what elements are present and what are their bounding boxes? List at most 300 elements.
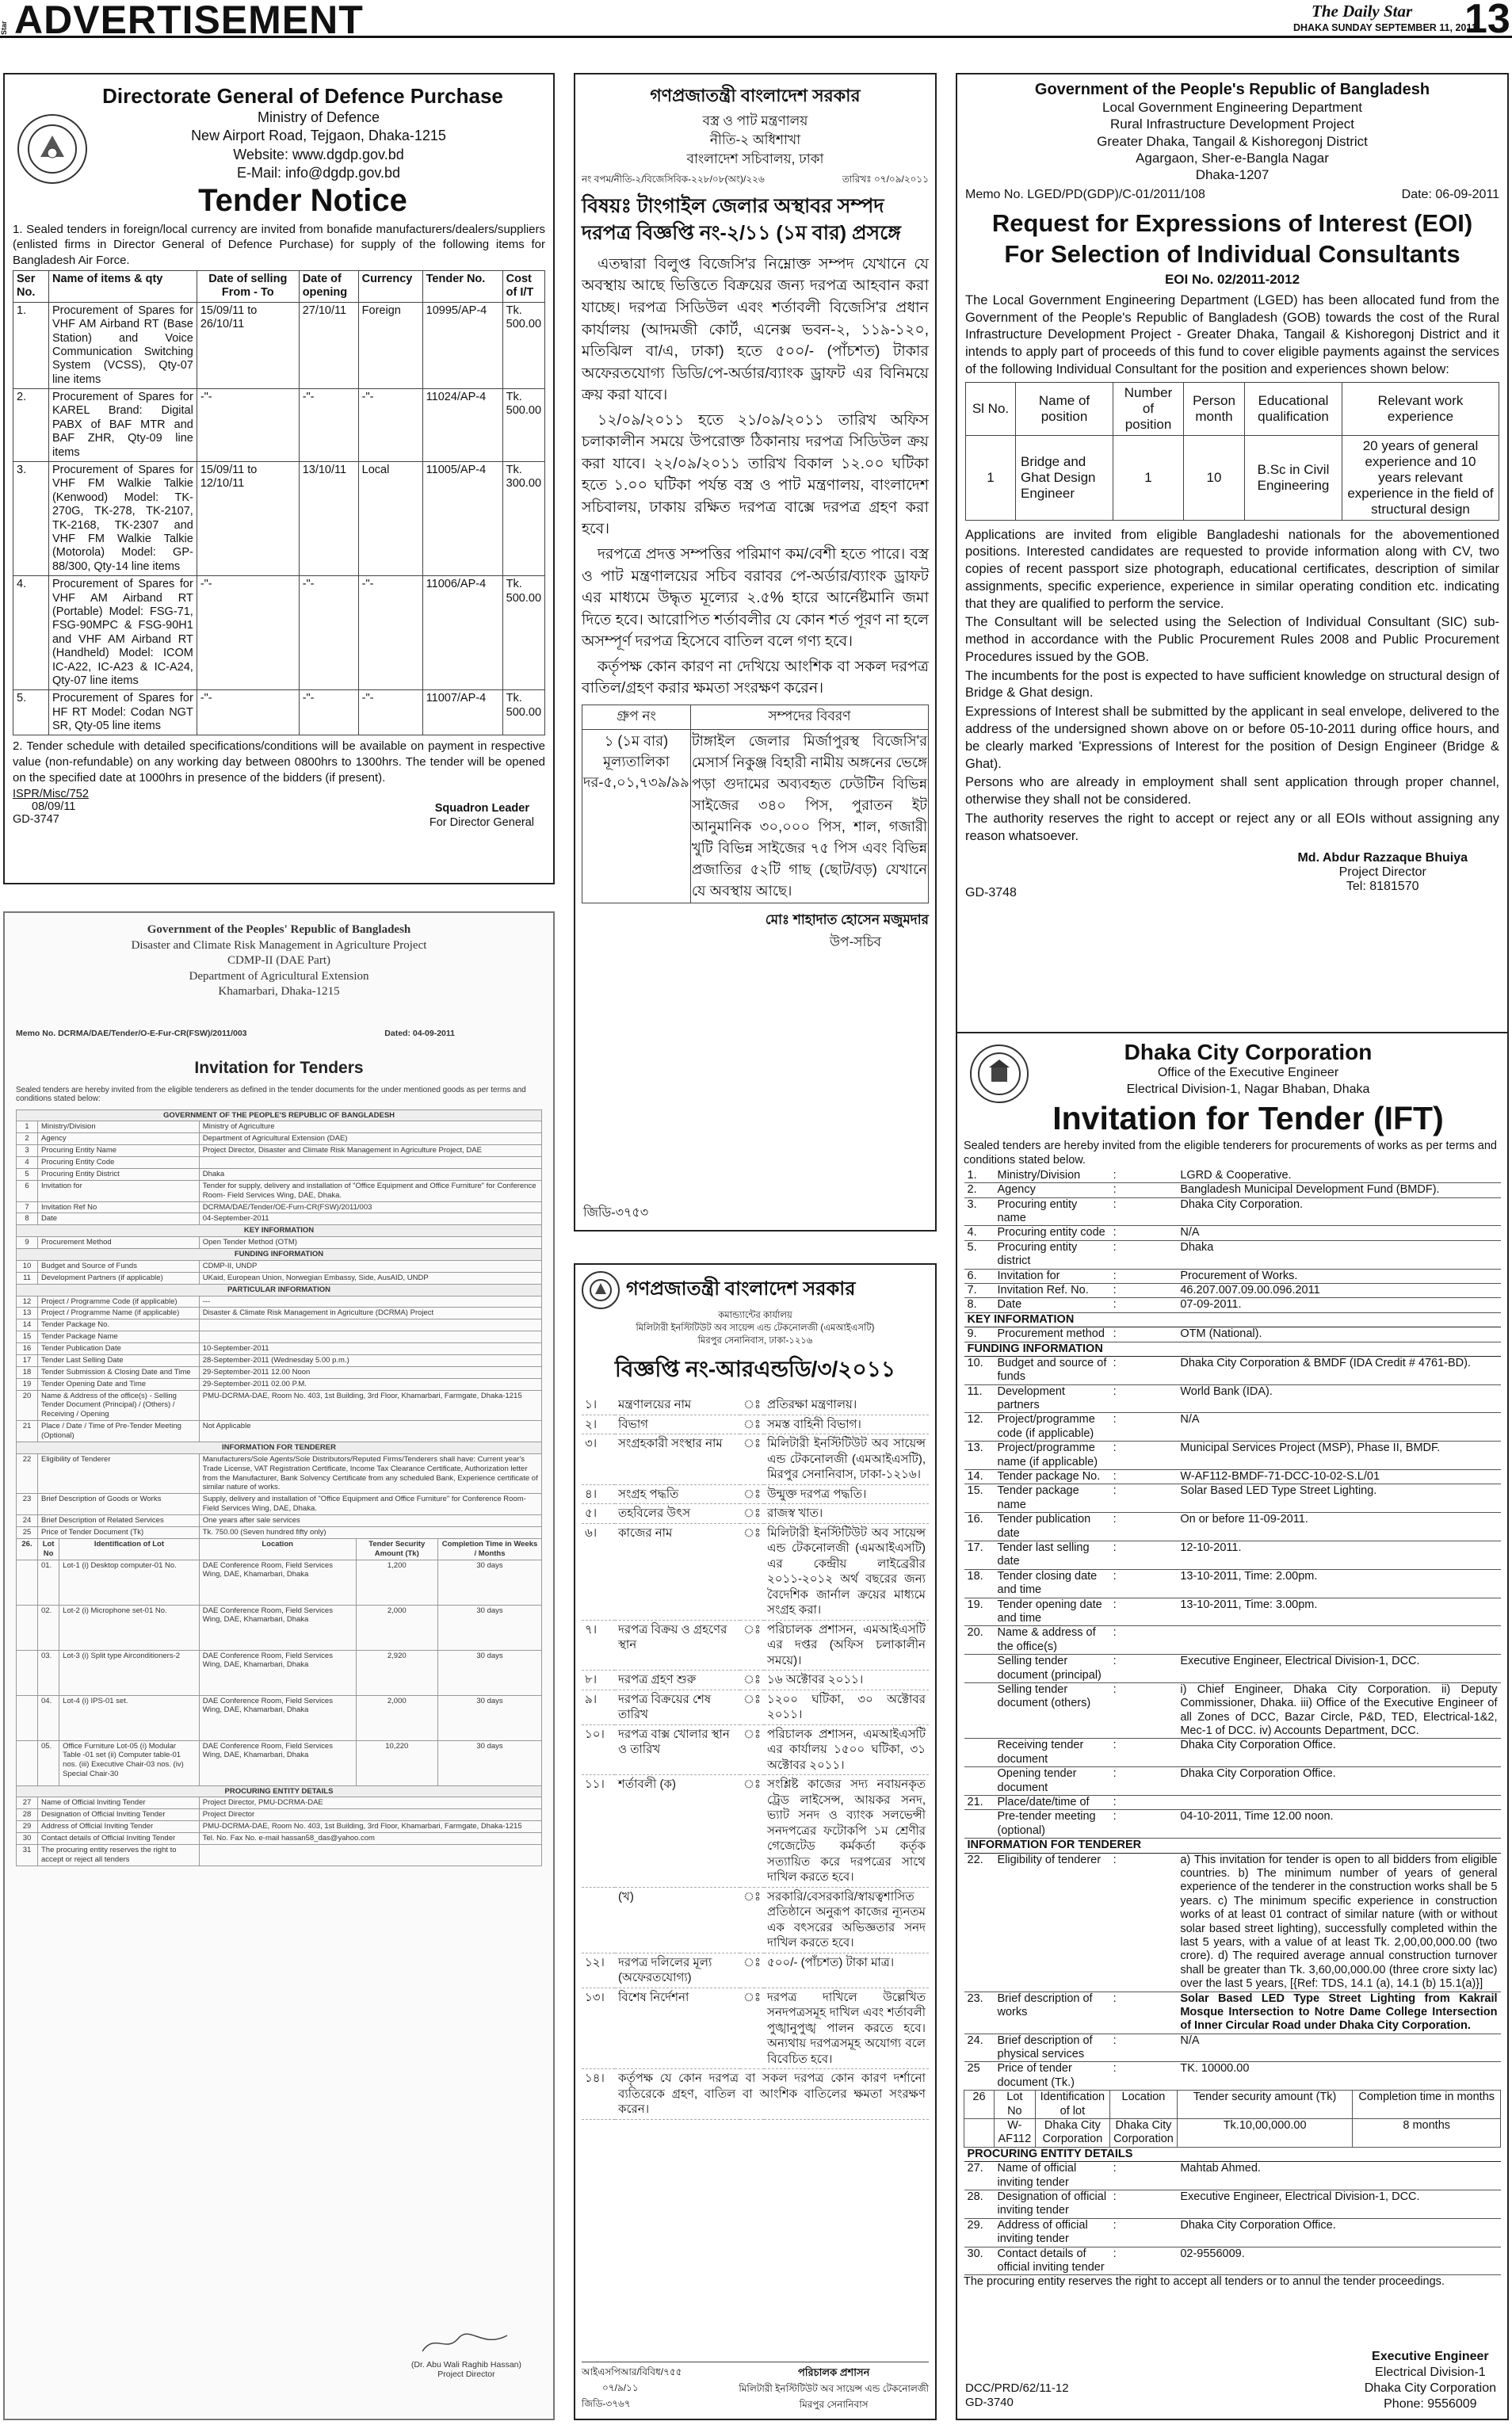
textile-ad — [574, 73, 937, 1232]
cell: Bridge and Ghat Design Engineer — [1016, 435, 1113, 520]
table-row — [582, 1484, 929, 1504]
table-row — [964, 1226, 1501, 1240]
cell: Local — [358, 462, 422, 576]
cell: Brief description of physical services — [995, 2034, 1110, 2062]
mist-signer-inst: মিলিটারী ইনস্টিটিউট অব সায়েন্স এন্ড টেকনোলজী — [739, 2383, 929, 2394]
dcc-line: Electrical Division-1, Nagar Bhaban, Dhaka — [1126, 1082, 1370, 1096]
mist-table — [582, 1396, 929, 2120]
cell: 20. — [964, 1626, 995, 1655]
lged-line: Greater Dhaka, Tangail & Kishoregonj District — [1097, 133, 1368, 149]
cell: দরপত্র বিক্রয় ও গ্রহণের স্থান — [615, 1620, 740, 1671]
col-header: Date of selling From - To — [197, 270, 299, 302]
cell: Contact details of official inviting tender — [995, 2247, 1110, 2275]
cell: Procurement of Spares for VHF AM Airband RT (Base Station) and Voice Communication Switching System (VCSS), Qty-07 line items — [48, 302, 197, 388]
cell: World Bank (IDA). — [1177, 1384, 1500, 1413]
colon: : — [1110, 1655, 1178, 1683]
cell: Selling tender document (others) — [995, 1682, 1110, 1739]
col-header: Cost of I/T — [502, 270, 544, 302]
cell: Tender Last Selling Date — [38, 1354, 200, 1366]
cell: 30 — [17, 1833, 38, 1845]
cell: Tender for supply, delivery and installation of "Office Equipment and Office Furniture" for Conference Room- Field Services Wing, DAE, Dhaka. — [199, 1180, 541, 1201]
dae-header-line: Department of Agricultural Extension — [189, 969, 369, 983]
lged-para: The authority reserves the right to accept or reject any or all EOIs without assigning any reason whatsoever. — [965, 811, 1499, 843]
cell: a) This invitation for tender is open to all bidders from eligible countries. b) The minimum number of years of general experience of the tenderer in the construction works shall be 5 years. c) The minimum specific experience in construction works of at least 01 contract of similar nature (with or without solar based street lighting), successfully completed within the last 5 years, with a value of at least Tk. 2,00,00,000.00 (two crore). d) The required average annual construction turnover shall be greater than Tk. 3,60,00,000.00 (three crore sixty lac) over the last 5 years, [{Ref: TDS, 14.1 (a), 14.1 (b) 15.1(a)}] — [1177, 1853, 1500, 1992]
table-row — [17, 1331, 542, 1343]
cell: Receiving tender document — [995, 1739, 1110, 1767]
dcc-ref-block — [965, 2381, 1069, 2412]
lged-title: Request for Expressions of Interest (EOI) — [991, 209, 1473, 238]
mist-gd: জিডি-৩৭৬৭ — [582, 2398, 631, 2409]
lged-para: The Consultant will be selected using the Selection of Individual Consultant (SIC) sub-method in accordance with the Public Procurement Rules 2008 and Public Procurement Procedures issued by the GOB. — [965, 615, 1499, 664]
cell: CDMP-II, UNDP — [199, 1260, 541, 1272]
cell: 30 days — [438, 1560, 542, 1605]
cell: Lot-4 (i) IPS-01 set. — [59, 1695, 200, 1740]
col-header: Relevant work experience — [1342, 382, 1499, 435]
cell: 29. — [964, 2218, 995, 2247]
table-row — [582, 1620, 929, 1671]
table-row — [17, 1797, 542, 1809]
cell: 46.207.007.09.00.096.2011 — [1177, 1283, 1500, 1297]
col-header: Location — [199, 1538, 356, 1560]
cell: Address of official inviting tender — [995, 2218, 1110, 2247]
cell: দরপত্র দাখিলে উল্লেখিত সনদপত্রসমূহ দাখিল এবং শর্তাবলী পুঙ্খানুপুঙ্খ পালন করতে হবে। অন্যথায় দরপত্রসমূহ অযোগ্য বলে বিবেচিত হবে। — [764, 1988, 929, 2069]
defence-line: New Airport Road, Tejgaon, Dhaka-1215 — [191, 128, 446, 144]
table-row — [964, 1513, 1501, 1541]
table-row — [964, 1356, 1501, 1384]
cell: Budget and source of funds — [995, 1356, 1110, 1384]
crest-icon — [25, 121, 80, 177]
col-header: Sl No. — [966, 382, 1016, 435]
lged-signer-title: Project Director — [1338, 865, 1426, 880]
table-header — [17, 1538, 542, 1560]
cell — [199, 1844, 541, 1866]
cell: 30 days — [438, 1605, 542, 1650]
cell: W-AF112-BMDF-71-DCC-10-02-S.L/01 — [1177, 1470, 1500, 1484]
dcc-signature — [1365, 2349, 1496, 2412]
section-title: KEY INFORMATION — [964, 1312, 1501, 1327]
cell: Eligibility of tenderer — [995, 1853, 1110, 1992]
dae-memo: Memo No. DCRMA/DAE/Tender/O-E-Fur-CR(FSW)/2011/003 — [16, 1028, 247, 1038]
cell: ১১। — [582, 1775, 615, 1888]
table-row — [964, 1739, 1501, 1767]
dae-memo-row — [16, 1029, 542, 1038]
col-header: Educational qualification — [1245, 382, 1342, 435]
colon: : — [1110, 2218, 1178, 2247]
cell: Procurement of Spares for VHF AM Airband RT (Portable) Model: FSG-71, FSG-90MPC & FSG-90H1 and VHF AM Airband RT (Handheld) Model: ICOM IC-A22, IC-A23 & IC-A24, Qty-07 line items — [48, 576, 197, 690]
table-row — [17, 1213, 542, 1225]
colon: : — [1110, 2062, 1178, 2091]
textile-gov: গণপ্রজাতন্ত্রী বাংলাদেশ সরকার — [650, 86, 861, 105]
cell: -"- — [358, 389, 422, 462]
table-row — [964, 2162, 1501, 2190]
cell: Procurement of Works. — [1177, 1269, 1500, 1283]
cell: 10-September-2011 — [199, 1343, 541, 1355]
cell: 04. — [38, 1695, 59, 1740]
emblem-icon — [587, 1277, 614, 1304]
cell: 10995/AP-4 — [422, 302, 502, 388]
cell: Place / Date / Time of Pre-Tender Meeting (Optional) — [38, 1421, 200, 1442]
table-row — [17, 1560, 542, 1605]
cell: 11024/AP-4 — [422, 389, 502, 462]
table-row — [17, 1494, 542, 1515]
colon: : — [1110, 2034, 1178, 2062]
signature-mark — [418, 2329, 514, 2358]
textile-signer: মোঃ শাহাদাত হোসেন মজুমদার — [765, 911, 929, 927]
cell: Dhaka — [199, 1168, 541, 1180]
cell: Budget and Source of Funds — [38, 1260, 200, 1272]
dcc-logo — [970, 1044, 1029, 1103]
dae-signature — [411, 2329, 521, 2379]
table-header — [964, 2091, 1501, 2119]
cell: i) Chief Engineer, Dhaka City Corporation. ii) Deputy Commissioner, Dhaka. iii) Office of the Executive Engineer of all Zones of DCC, Bazar Circle, P&D, TED, Electrical-1&2, Mec-1 of DCC. iv) Accounts Department, DCC. — [1177, 1682, 1500, 1739]
cell: Ministry/Division — [995, 1169, 1110, 1183]
cell — [964, 1739, 995, 1767]
table-row — [17, 1354, 542, 1366]
colon: ঃ — [740, 1504, 764, 1524]
cell: 27/10/11 — [299, 302, 358, 388]
dcc-gd: GD-3740 — [965, 2396, 1014, 2410]
section-title: INFORMATION FOR TENDERER — [17, 1442, 542, 1453]
cell: Tender opening date and time — [995, 1598, 1110, 1626]
table-row — [17, 1650, 542, 1695]
cell — [17, 1650, 38, 1695]
dae-title: Invitation for Tenders — [194, 1058, 364, 1077]
table-row — [964, 1853, 1501, 1992]
dcc-phone: Phone: 9556009 — [1384, 2397, 1477, 2411]
mist-gov: গণপ্রজাতন্ত্রী বাংলাদেশ সরকার — [626, 1278, 856, 1300]
cell: ৪। — [582, 1484, 615, 1504]
table-row — [964, 1384, 1501, 1413]
table-row — [17, 1168, 542, 1180]
table-row — [13, 462, 545, 576]
cell: Development Partners (if applicable) — [38, 1272, 200, 1284]
table-row — [964, 1240, 1501, 1269]
cell — [964, 2119, 995, 2148]
mist-title: বিজ্ঞপ্তি নং-আরএন্ডডি/৩/২০১১ — [614, 1357, 896, 1382]
cell: 7 — [17, 1201, 38, 1213]
lged-memo: Memo No. LGED/PD(GDP)/C-01/2011/108 — [965, 188, 1205, 202]
col-header: Identification of lot — [1035, 2091, 1109, 2119]
colon: : — [1110, 1513, 1178, 1541]
cell: ১৩। — [582, 1988, 615, 2069]
cell: ৩। — [582, 1434, 615, 1485]
col-header: গ্রুপ নং — [582, 705, 691, 729]
cell: উন্মুক্ত দরপত্র পদ্ধতি। — [764, 1484, 929, 1504]
cell: Lot-1 (i) Desktop computer-01 No. — [59, 1560, 200, 1605]
table-row — [17, 1844, 542, 1866]
cell: 04-10-2011, Time 12.00 noon. — [1177, 1810, 1500, 1839]
lged-gov: Government of the People's Republic of Bangladesh — [1034, 81, 1430, 98]
textile-group: ১ (১ম বার) মূল্যতালিকা দর-৫,০১,৭৩৯/৯৯ — [582, 729, 691, 903]
cell: Invitation Ref No — [38, 1201, 200, 1213]
table-row — [17, 1453, 542, 1494]
cell: Procurement of Spares for HF RT Model: Codan NGT SR, Qty-05 line items — [48, 690, 197, 735]
mist-office-line: কমান্ড্যান্টের কার্যালয় — [718, 1311, 792, 1320]
table-row — [17, 1695, 542, 1740]
cell: কাজের নাম — [615, 1523, 740, 1620]
cell: 1 — [966, 435, 1016, 520]
cell: Disaster & Climate Risk Management in Agriculture (DCRMA) Project — [199, 1308, 541, 1319]
cell: Not Applicable — [199, 1421, 541, 1442]
lged-line: Rural Infrastructure Development Project — [1109, 116, 1355, 132]
table-row — [17, 1157, 542, 1169]
colon: : — [1110, 1327, 1178, 1342]
cell: Lot-3 (i) Split type Airconditioners-2 — [59, 1650, 200, 1695]
lged-eoi-no: EOI No. 02/2011-2012 — [1164, 271, 1300, 287]
lged-subtitle: For Selection of Individual Consultants — [1004, 240, 1460, 268]
cell: Address of Official Inviting Tender — [38, 1821, 200, 1833]
defence-date: 08/09/11 — [32, 800, 76, 813]
section-title: KEY INFORMATION — [17, 1225, 542, 1237]
cell: 30. — [964, 2247, 995, 2275]
cell: 9. — [964, 1327, 995, 1342]
cell: 5. — [964, 1240, 995, 1269]
cell: -"- — [358, 576, 422, 690]
table-header — [582, 705, 929, 729]
colon: ঃ — [740, 1523, 764, 1620]
colon: : — [1110, 1384, 1178, 1413]
cell: সংগ্রহ পদ্ধতি — [615, 1484, 740, 1504]
cell — [17, 1740, 38, 1785]
cell — [17, 1605, 38, 1650]
cell: Tender package No. — [995, 1470, 1110, 1484]
cell: Department of Agricultural Extension (DAE) — [199, 1133, 541, 1145]
table-row — [966, 435, 1499, 520]
colon: : — [1110, 1992, 1178, 2034]
cell: B.Sc in Civil Engineering — [1245, 435, 1342, 520]
colon: : — [1110, 1197, 1178, 1226]
cell: 29-September-2011 12.00 Noon — [199, 1366, 541, 1378]
cell — [199, 1319, 541, 1331]
table-row — [964, 1626, 1501, 1655]
cell: 19 — [17, 1378, 38, 1390]
cell: Tender last selling date — [995, 1541, 1110, 1570]
cell: ১২। — [582, 1953, 615, 1988]
cell: Tk. 300.00 — [502, 462, 544, 576]
defence-sign-for: For Director General — [429, 815, 534, 829]
lged-para: The incumbents for the post is expected to have sufficient knowledge on structural design of Bridge & Ghat design. — [965, 668, 1499, 701]
table-row — [582, 729, 929, 903]
cell: 2. — [13, 389, 49, 462]
cell: 10,220 — [356, 1740, 437, 1785]
cell: Procurement method — [995, 1327, 1110, 1342]
dae-signer-title: Project Director — [437, 2370, 495, 2379]
dcc-office — [995, 1065, 1501, 1098]
colon: : — [1110, 1484, 1178, 1513]
cell: Project / Programme Code (if applicable) — [38, 1296, 200, 1308]
masthead-side-word: Star — [0, 21, 8, 35]
table-row — [17, 1833, 542, 1845]
cell: 3 — [17, 1145, 38, 1157]
mist-memo: আইএসপিআর/বিবিধ/৭৫৫ — [582, 2366, 682, 2377]
dae-header-line: CDMP-II (DAE Part) — [227, 954, 330, 967]
col-header: Location — [1110, 2091, 1178, 2119]
cell: 24. — [964, 2034, 995, 2062]
cell: Project / Programme Name (if applicable) — [38, 1308, 200, 1319]
colon: : — [1110, 1470, 1178, 1484]
cell: Name & address of the office(s) — [995, 1626, 1110, 1655]
cell: 04-September-2011 — [199, 1213, 541, 1225]
cell: Procurement of Spares for VHF FM Walkie Talkie (Kenwood) Model: TK-270G, TK-278, TK-2107, TK-2168, TK-2307 and VHF FM Walkie Talkie (Motorola) Model: GP-88/300, Qty-14 line items — [48, 462, 197, 576]
cell: Procurement Method — [38, 1237, 200, 1249]
lged-gd: GD-3748 — [965, 886, 1017, 900]
cell: Procuring Entity Code — [38, 1157, 200, 1169]
cell: 13/10/11 — [299, 462, 358, 576]
cell: Office Furniture Lot-05 (i) Modular Table -01 set (ii) Computer table-01 nos. (iii) Executive Chair-03 nos. (iv) Special Chair-30 — [59, 1740, 200, 1785]
textile-body — [582, 254, 929, 700]
table-row — [964, 2119, 1501, 2148]
colon: ঃ — [740, 1775, 764, 1888]
cell: DCRMA/DAE/Tender/OE-Furn-CR(FSW)/2011/003 — [199, 1201, 541, 1213]
dcc-ad — [956, 1032, 1509, 2420]
defence-website[interactable]: Website: www.dgdp.gov.bd — [233, 146, 404, 162]
table-row — [964, 1283, 1501, 1297]
lged-signature — [1297, 851, 1468, 894]
defence-email[interactable]: E-Mail: info@dgdp.gov.bd — [236, 165, 401, 181]
cell: 30 days — [438, 1740, 542, 1785]
cell: 02. — [38, 1605, 59, 1650]
lged-para: Applications are invited from eligible Bangladeshi nationals for the abovementioned positions. Interested candidates are requested to provide information along with CV, two copies of recent passport size photograph, educational certificates, description of similar assignments, specific experience, experience in similar operating condition etc. indicating that they are qualified to perform the service. — [965, 527, 1499, 611]
cell — [1177, 1626, 1500, 1655]
table-row — [964, 2062, 1501, 2091]
cell: 1,200 — [356, 1560, 437, 1605]
section-title: FUNDING INFORMATION — [17, 1249, 542, 1261]
cell: 16 — [17, 1343, 38, 1355]
cell: রাজস্ব খাত। — [764, 1504, 929, 1524]
lged-table — [965, 382, 1499, 521]
cell: ৯। — [582, 1690, 615, 1724]
cell: 17. — [964, 1541, 995, 1570]
textile-office — [582, 112, 929, 168]
cell: Tender Package Name — [38, 1331, 200, 1343]
colon: ঃ — [740, 1724, 764, 1775]
cell: 21. — [964, 1796, 995, 1810]
cell: 5 — [17, 1168, 38, 1180]
colon: : — [1110, 1739, 1178, 1767]
cell: 07-09-2011. — [1177, 1298, 1500, 1312]
col-header: Ser No. — [13, 270, 49, 302]
col-header: Completion time in months — [1353, 2091, 1501, 2119]
cell: Manufacturers/Sole Agents/Sole Distributors/Reputed Firms/Tenderers shall have: Current year's Trade License, VAT Registration Certificate, Income Tax Clearance Certificate, Authorization letter from the Manufacturer, Bank Solvency Certificate from any scheduled Bank, Experience certificate of similar nature of works. — [199, 1453, 541, 1494]
cell: মন্ত্রণালয়ের নাম — [615, 1396, 740, 1415]
table-row — [964, 1655, 1501, 1683]
cell: 3. — [964, 1197, 995, 1226]
table-row — [17, 1740, 542, 1785]
cell: 2,000 — [356, 1695, 437, 1740]
col-header: Identification of Lot — [59, 1538, 200, 1560]
cell: Eligibility of Tenderer — [38, 1453, 200, 1494]
table-row — [17, 1260, 542, 1272]
masthead — [0, 0, 1512, 42]
table-row — [964, 1682, 1501, 1739]
defence-ad — [3, 73, 555, 884]
table-row — [17, 1308, 542, 1319]
table-row — [964, 1992, 1501, 2034]
textile-para: কর্তৃপক্ষ কোন কারণ না দেখিয়ে আংশিক বা সকল দরপত্র বাতিল/গ্রহণ করার ক্ষমতা সংরক্ষণ করেন। — [582, 658, 929, 697]
colon: ঃ — [740, 1620, 764, 1671]
cell: দরপত্র বাক্স খোলার স্থান ও তারিখ — [615, 1724, 740, 1775]
dcc-closing: The procuring entity reserves the right to accept all tenders or to annul the tender proceedings. — [964, 2275, 1445, 2289]
cell: 6 — [17, 1180, 38, 1201]
cell: TK. 10000.00 — [1177, 2062, 1500, 2091]
table-row — [582, 1775, 929, 1888]
cell: Project Director, Disaster and Climate Risk Management in Agriculture Project, DAE — [199, 1145, 541, 1157]
lged-para: Expressions of Interest shall be submitted by the applicant in seal envelope, delivered to the address of the undersigned shown above on or before 05-10-2011 during office hours, and be clearly marked 'Expressions of Interest for the position of Design Engineer (Bridge & Ghat). — [965, 705, 1499, 771]
cell: Tender package name — [995, 1484, 1110, 1513]
cell: সংশ্লিষ্ট কাজের সদ্য নবায়নকৃত ট্রেড লাইসেন্স, আয়কর সনদ, ভ্যাট সনদ ও ব্যাংক সলভেন্সী সনদপত্রের ফটোকপি ১ম শ্রেণীর গেজেটেড কর্মকর্তা কর্তৃক সত্যায়িত করে দরপত্রের সাথে দাখিল করতে হবে। — [764, 1775, 929, 1888]
cell: 24 — [17, 1515, 38, 1527]
cell: 18 — [17, 1366, 38, 1378]
cell: Tender Package No. — [38, 1319, 200, 1331]
section-heading — [17, 1225, 542, 1237]
cell — [964, 1655, 995, 1683]
cell: Tk. 500.00 — [502, 389, 544, 462]
cell: 14. — [964, 1470, 995, 1484]
cell: Invitation Ref. No. — [995, 1283, 1110, 1297]
cell: Place/date/time of — [995, 1796, 1110, 1810]
mist-address: মিরপুর সেনানিবাস, ঢাকা-১২১৬ — [697, 1336, 813, 1346]
dateline: DHAKA SUNDAY SEPTEMBER 11, 2011 — [1293, 22, 1477, 33]
cell: 14 — [17, 1319, 38, 1331]
cell: Invitation for — [38, 1180, 200, 1201]
table-row — [964, 1484, 1501, 1513]
cell: Tender publication date — [995, 1513, 1110, 1541]
dcc-line: Office of the Executive Engineer — [1157, 1066, 1339, 1079]
cell: Brief Description of Goods or Works — [38, 1494, 200, 1515]
cell: 13. — [964, 1442, 995, 1470]
colon: : — [1110, 1626, 1178, 1655]
col-header: 26 — [964, 2091, 995, 2119]
table-row — [17, 1272, 542, 1284]
cell: 13-10-2011, Time: 3.00pm. — [1177, 1598, 1500, 1626]
cell: Ministry/Division — [38, 1121, 200, 1133]
textile-para: এতদ্বারা বিলুপ্ত বিজেসি'র নিম্নোক্ত সম্পদ যেখানে যে অবস্থায় আছে ভিত্তিতে বিক্রয়ের জন্য দরপত্র আহবান করা যাচ্ছে। দরপত্র সিডিউল এবং শর্তাবলী বিজেসি'র প্রধান কার্যালয় (আদমজী কোর্ট, এনেক্স ভবন-২, ১১৯-১২০, মতিঝিল বা/এ, ঢাকা) হতে ৫০০/- (পাঁচশত) টাকার অফেরতযোগ্য ডিডি/পে-অর্ডার/ব্যাংক ড্রাফট এর বিনিময়ে ক্রয় করা যাবে। — [582, 255, 929, 404]
cell: 31 — [17, 1844, 38, 1866]
cell: PMU-DCRMA-DAE, Room No. 403, 1st Building, 3rd Floor, Khamarbari, Farmgate, Dhaka-1215 — [199, 1390, 541, 1421]
section-heading — [964, 1312, 1501, 1327]
col-header: Tender No. — [422, 270, 502, 302]
defence-title: Directorate General of Defence Purchase — [102, 84, 503, 108]
cell: Name of Official Inviting Tender — [38, 1797, 200, 1809]
col-header: Lot No — [38, 1538, 59, 1560]
lged-para: Persons who are already in employment shall sent application through proper channel, otherwise they shall not be considered. — [965, 775, 1499, 808]
cell — [1177, 1796, 1500, 1810]
dcc-title: Dhaka City Corporation — [1124, 1040, 1373, 1064]
table-row — [13, 302, 545, 388]
cell — [17, 1560, 38, 1605]
cell: -"- — [197, 576, 299, 690]
table-row — [964, 2218, 1501, 2247]
cell: Project/programme code (if applicable) — [995, 1413, 1110, 1442]
cell — [582, 1887, 615, 1953]
cell: Price of Tender Document (Tk) — [38, 1526, 200, 1538]
colon: : — [1110, 1442, 1178, 1470]
lged-date: Date: 06-09-2011 — [1401, 188, 1499, 202]
table-row — [582, 1504, 929, 1524]
mist-signer: পরিচালক প্রশাসন — [797, 2366, 870, 2378]
cell: 23 — [17, 1494, 38, 1515]
colon: : — [1110, 1598, 1178, 1626]
col-header: Tender security amount (Tk) — [1177, 2091, 1353, 2119]
lged-footer — [965, 846, 1499, 910]
col-header: Date of opening — [299, 270, 358, 302]
cell: পরিচালক প্রশাসন, এমআইএসটি এর কার্যালয় ১৫০০ ঘটিকা, ৩১ অক্টোবর ২০১১। — [764, 1724, 929, 1775]
colon: : — [1110, 1569, 1178, 1598]
table-row — [582, 1690, 929, 1724]
section-heading — [964, 1342, 1501, 1356]
cell: 15/09/11 to 12/10/11 — [197, 462, 299, 576]
dcc-table — [964, 1169, 1501, 2275]
